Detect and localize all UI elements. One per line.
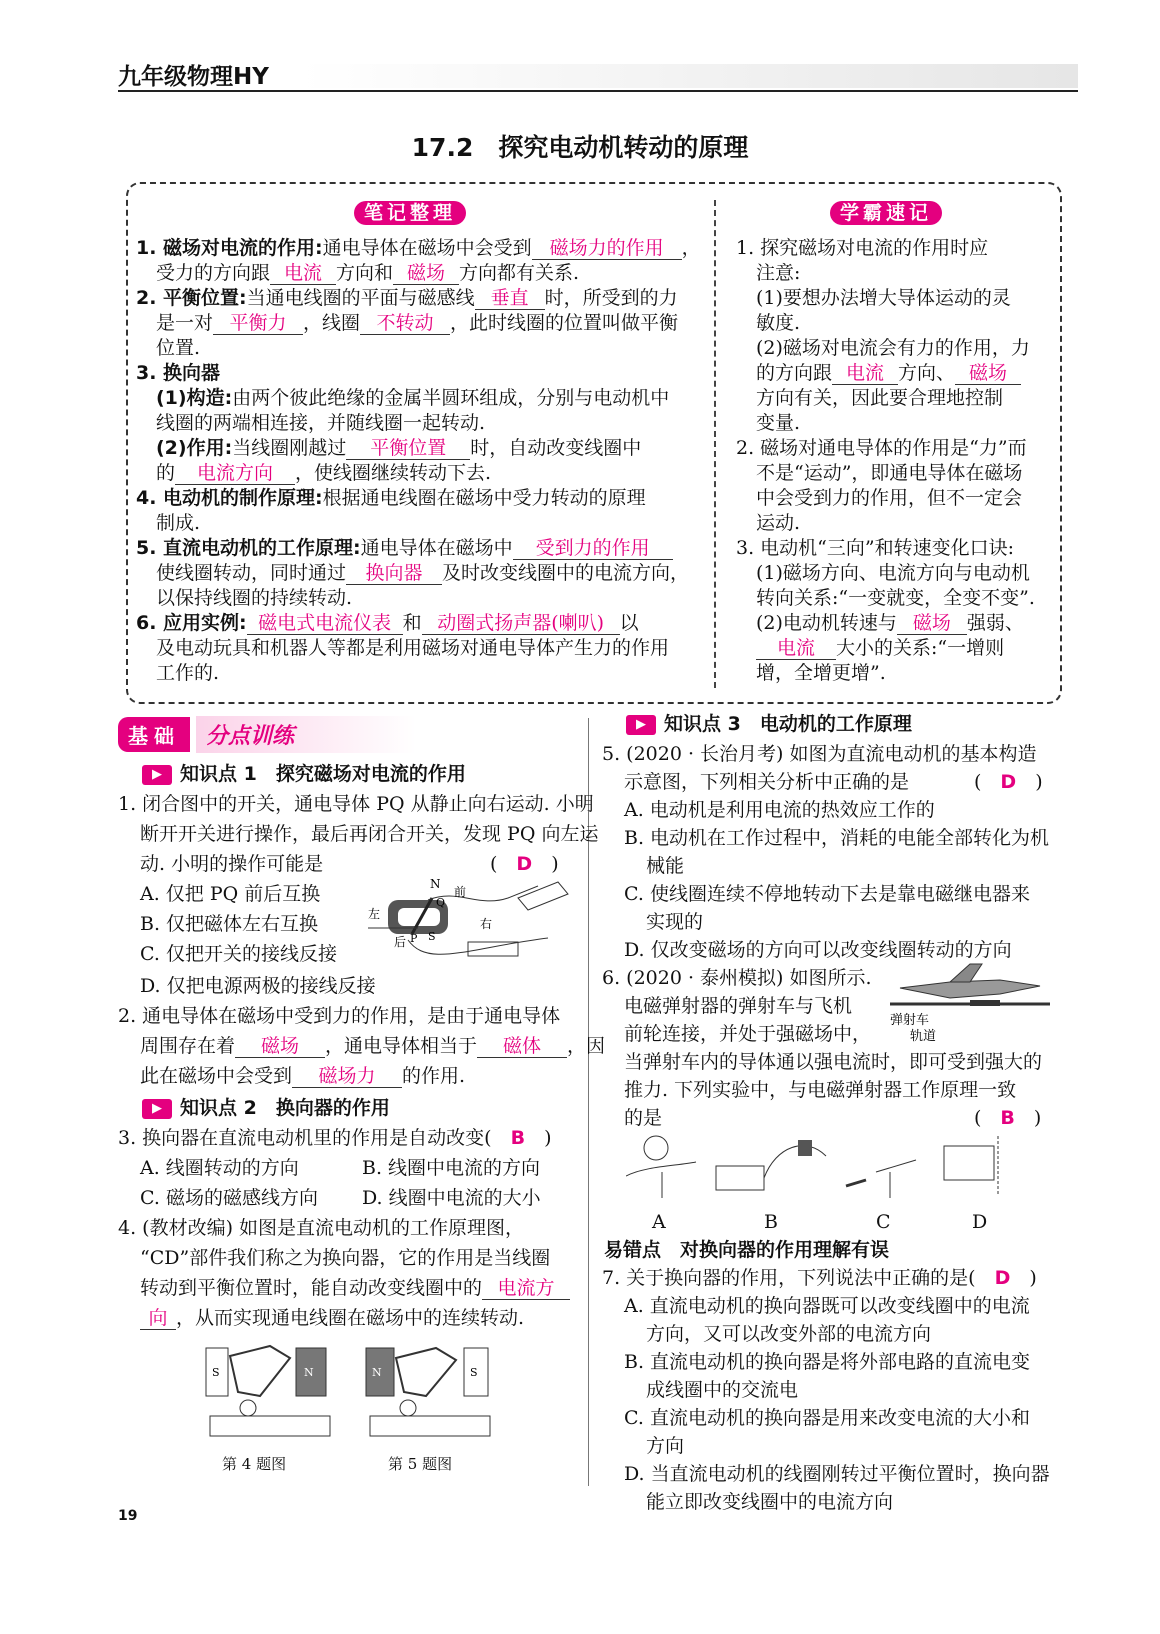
q3-stem: 3. 换向器在直流电动机里的作用是自动改变( B ) <box>118 1127 552 1149</box>
note-5-line-2: 使线圈转动，同时通过 换向器 及时改变线圈中的电流方向， <box>156 562 690 584</box>
q2-line: 2. 通电导体在磁场中受到力的作用，是由于通电导体 <box>118 1005 561 1027</box>
q7-option: 能立即改变线圈中的电流方向 <box>646 1491 894 1513</box>
q3-option: D. 线圈中电流的大小 <box>362 1187 541 1209</box>
q6-line: 推力. 下列实验中，与电磁弹射器工作原理一致 <box>624 1079 1017 1101</box>
note-3-function-2: 的 电流方向 ，使线圈继续转动下去. <box>156 462 492 484</box>
answer-blank: 受到力的作用 <box>513 537 673 560</box>
note-3-structure-2: 线圈的两端相连接，并随线圈一起转动. <box>156 412 486 434</box>
tip-line: 电流 大小的关系:“一增则 <box>756 636 1004 661</box>
tip-line: (2)磁场对电流会有力的作用，力 <box>756 337 1030 359</box>
answer: D <box>1000 771 1017 793</box>
q1-option: A. 仅把 PQ 前后互换 <box>140 883 321 905</box>
q4-line: “CD”部件我们称之为换向器，它的作用是当线圈 <box>140 1247 551 1269</box>
play-icon: ▶ <box>142 1099 172 1119</box>
answer-blank: 磁电式电流仪表 <box>247 612 403 635</box>
knowledge-point-1: ▶ 知识点 1 探究磁场对电流的作用 <box>142 762 466 787</box>
q7-option: A. 直流电动机的换向器既可以改变线圈中的电流 <box>624 1295 1030 1317</box>
tip-line: 2. 磁场对通电导体的作用是“力”而 <box>736 437 1027 459</box>
q6-jet-figure <box>890 958 1050 1042</box>
fig-label: 左 <box>368 907 381 921</box>
tip-line: 3. 电动机“三向”和转速变化口诀: <box>736 537 1014 559</box>
q1-option: B. 仅把磁体左右互换 <box>140 913 319 935</box>
fig-label: 前 <box>454 885 467 899</box>
answer: B <box>1000 1107 1015 1129</box>
notes-heading: 笔记整理 <box>354 198 466 225</box>
q2-line: 周围存在着 磁场 ，通电导体相当于 磁体 ，因 <box>140 1035 606 1057</box>
q7-stem: 7. 关于换向器的作用，下列说法中正确的是( D ) <box>602 1267 1037 1289</box>
answer-blank: 磁场 <box>393 262 459 285</box>
answer-blank: 电流方 <box>482 1277 570 1300</box>
q1-figure <box>368 878 578 972</box>
note-2-line-3: 位置. <box>156 337 201 359</box>
play-icon: ▶ <box>142 765 172 785</box>
q7-option: 方向，又可以改变外部的电流方向 <box>646 1323 932 1345</box>
section-banner <box>118 716 416 753</box>
note-4-line-1: 4. 电动机的制作原理:根据通电线圈在磁场中受力转动的原理 <box>136 487 646 509</box>
error-point: 易错点 对换向器的作用理解有误 <box>604 1239 890 1261</box>
q6-line: 当弹射车内的导体通以强电流时，即可受到强大的 <box>624 1051 1043 1073</box>
answer-blank: 向 <box>140 1307 176 1330</box>
fig-label: 右 <box>480 917 493 931</box>
answer: D <box>994 1267 1011 1289</box>
q2-line: 此在磁场中会受到 磁场力 的作用. <box>140 1065 466 1087</box>
q1-line: 1. 闭合图中的开关，通电导体 PQ 从静止向右运动. 小明 <box>118 793 594 815</box>
note-1-line-1: 1. 磁场对电流的作用:通电导体在磁场中会受到 磁场力的作用 ， <box>136 237 701 259</box>
lesson-title: 17.2 探究电动机转动的原理 <box>411 133 749 162</box>
fig-label: 弹射车 <box>890 1013 930 1028</box>
page-number: 19 <box>118 1508 138 1524</box>
fig4-caption: 第 4 题图 <box>222 1455 287 1473</box>
q3-option: B. 线圈中电流的方向 <box>362 1157 541 1179</box>
q5-line: 示意图，下列相关分析中正确的是 ( D ) <box>624 771 1043 793</box>
q5-option: D. 仅改变磁场的方向可以改变线圈转动的方向 <box>624 939 1012 961</box>
header-decoration <box>300 64 1078 88</box>
q6-line: 6. (2020 · 泰州模拟) 如图所示. <box>602 967 872 989</box>
option-label: C <box>876 1211 891 1233</box>
answer-blank: 垂直 <box>475 287 545 310</box>
q5-option: 械能 <box>646 855 685 877</box>
note-3-structure: (1)构造:由两个彼此绝缘的金属半圆环组成，分别与电动机中 <box>156 387 670 409</box>
q7-option: B. 直流电动机的换向器是将外部电路的直流电变 <box>624 1351 1031 1373</box>
q1-option: C. 仅把开关的接线反接 <box>140 943 337 965</box>
tip-line: 方向有关，因此要合理地控制 <box>756 387 1004 409</box>
tip-line: 转向关系:“一变就变，全变不变”. <box>756 587 1035 609</box>
answer-blank: 磁场 <box>897 612 967 635</box>
q4-line: 向 ，从而实现通电线圈在磁场中的连续转动. <box>140 1306 524 1331</box>
knowledge-point-3: ▶ 知识点 3 电动机的工作原理 <box>626 712 912 737</box>
q3-option: A. 线圈转动的方向 <box>140 1157 299 1179</box>
tip-line: 运动. <box>756 512 801 534</box>
q7-option: D. 当直流电动机的线圈刚转过平衡位置时，换向器 <box>624 1463 1050 1485</box>
notes-divider <box>714 200 716 688</box>
tip-line: 1. 探究磁场对电流的作用时应 <box>736 237 989 259</box>
answer: B <box>510 1127 526 1149</box>
note-6-line-1: 6. 应用实例: 磁电式电流仪表 和 动圈式扬声器(喇叭) 以 <box>136 612 639 634</box>
option-label: A <box>652 1211 666 1233</box>
q6-options-figure <box>626 1126 1026 1210</box>
fig-label: Q <box>436 896 446 909</box>
q5-option: C. 使线圈连续不停地转动下去是靠电磁继电器来 <box>624 883 1030 905</box>
note-6-line-2: 及电动玩具和机器人等都是利用磁场对通电导体产生力的作用 <box>156 637 670 659</box>
tip-line: 中会受到力的作用，但不一定会 <box>756 487 1023 509</box>
answer-blank: 磁场力的作用 <box>532 237 682 260</box>
answer-blank: 电流 <box>270 262 336 285</box>
q5-option: B. 电动机在工作过程中，消耗的电能全部转化为机 <box>624 827 1050 849</box>
answer: D <box>516 853 533 875</box>
answer-blank: 电流方向 <box>175 462 295 485</box>
fig5-caption: 第 5 题图 <box>388 1455 453 1473</box>
answer-blank: 换向器 <box>346 562 442 585</box>
tip-line: 不是“运动”，即通电导体在磁场 <box>756 462 1023 484</box>
fig-label: P <box>410 932 418 945</box>
option-label: B <box>764 1211 778 1233</box>
note-5-line-3: 以保持线圈的持续转动. <box>156 587 353 609</box>
q5-figure <box>360 1336 500 1446</box>
q4-figure <box>200 1336 340 1446</box>
section-tag: 基础 <box>118 717 190 752</box>
knowledge-point-2: ▶ 知识点 2 换向器的作用 <box>142 1096 390 1121</box>
q1-option: D. 仅把电源两极的接线反接 <box>140 975 376 997</box>
play-icon: ▶ <box>626 715 656 735</box>
answer-blank: 动圈式扬声器(喇叭) <box>422 612 620 635</box>
answer-blank: 电流 <box>832 362 898 385</box>
answer-blank: 平衡位置 <box>346 437 470 460</box>
fig-label: N <box>430 878 441 891</box>
svg-text:S: S <box>212 1366 220 1379</box>
note-3-heading: 3. 换向器 <box>136 362 221 384</box>
q6-line: 前轮连接，并处于强磁场中， <box>624 1023 872 1045</box>
section-name: 分点训练 <box>196 716 416 753</box>
q4-line: 4. (教材改编) 如图是直流电动机的工作原理图， <box>118 1217 525 1239</box>
q6-line: 的是 ( B ) <box>624 1107 1042 1129</box>
q1-line: 断开开关进行操作，最后再闭合开关，发现 PQ 向左运 <box>140 823 599 845</box>
tip-line: 增，全增更增”. <box>756 662 886 684</box>
q4-line: 转动到平衡位置时，能自动改变线圈中的 电流方 <box>140 1276 570 1301</box>
answer-blank: 平衡力 <box>213 312 303 335</box>
q7-option: 方向 <box>646 1435 685 1457</box>
q5-option: A. 电动机是利用电流的热效应工作的 <box>624 799 935 821</box>
tip-line: (1)要想办法增大导体运动的灵 <box>756 287 1011 309</box>
fig-label: S <box>428 930 436 943</box>
answer-blank: 电流 <box>756 637 836 660</box>
tip-line: (1)磁场方向、电流方向与电动机 <box>756 562 1030 584</box>
note-2-line-1: 2. 平衡位置:当通电线圈的平面与磁感线 垂直 时，所受到的力 <box>136 287 678 309</box>
q7-option: 成线圈中的交流电 <box>646 1379 799 1401</box>
svg-text:S: S <box>470 1366 478 1379</box>
answer-blank: 磁场力 <box>292 1065 402 1088</box>
fig-label: 后 <box>394 935 407 949</box>
answer-blank: 磁场 <box>955 362 1021 385</box>
tip-line: 的方向跟 电流 方向、 磁场 <box>756 361 1021 386</box>
note-3-function: (2)作用:当线圈刚越过 平衡位置 时，自动改变线圈中 <box>156 437 642 459</box>
fig-label: 轨道 <box>910 1029 937 1042</box>
q7-option: C. 直流电动机的换向器是用来改变电流的大小和 <box>624 1407 1030 1429</box>
header-rule <box>118 90 1078 92</box>
tip-line: 变量. <box>756 412 801 434</box>
svg-text:N: N <box>304 1366 314 1379</box>
note-4-line-2: 制成. <box>156 512 201 534</box>
svg-text:N: N <box>372 1366 382 1379</box>
note-2-line-2: 是一对 平衡力 ，线圈 不转动 ，此时线圈的位置叫做平衡 <box>156 312 679 334</box>
note-1-line-2: 受力的方向跟 电流 方向和 磁场 方向都有关系. <box>156 262 580 284</box>
q5-line: 5. (2020 · 长治月考) 如图为直流电动机的基本构造 <box>602 743 1037 765</box>
answer-blank: 磁体 <box>477 1035 567 1058</box>
answer-blank: 磁场 <box>235 1035 325 1058</box>
tip-line: (2)电动机转速与 磁场 强弱、 <box>756 612 1024 634</box>
note-5-line-1: 5. 直流电动机的工作原理:通电导体在磁场中 受到力的作用 <box>136 536 673 561</box>
tips-heading: 学霸速记 <box>830 198 942 225</box>
q3-option: C. 磁场的磁感线方向 <box>140 1187 318 1209</box>
note-6-line-3: 工作的. <box>156 662 220 684</box>
tip-line: 敏度. <box>756 312 801 334</box>
answer-blank: 不转动 <box>360 312 450 335</box>
q5-option: 实现的 <box>646 911 704 933</box>
tip-line: 注意: <box>756 262 801 284</box>
q6-line: 电磁弹射器的弹射车与飞机 <box>624 995 853 1017</box>
q1-line: 动. 小明的操作可能是 ( D ) <box>140 853 559 875</box>
book-title: 九年级物理HY <box>118 64 269 90</box>
option-label: D <box>972 1211 988 1233</box>
